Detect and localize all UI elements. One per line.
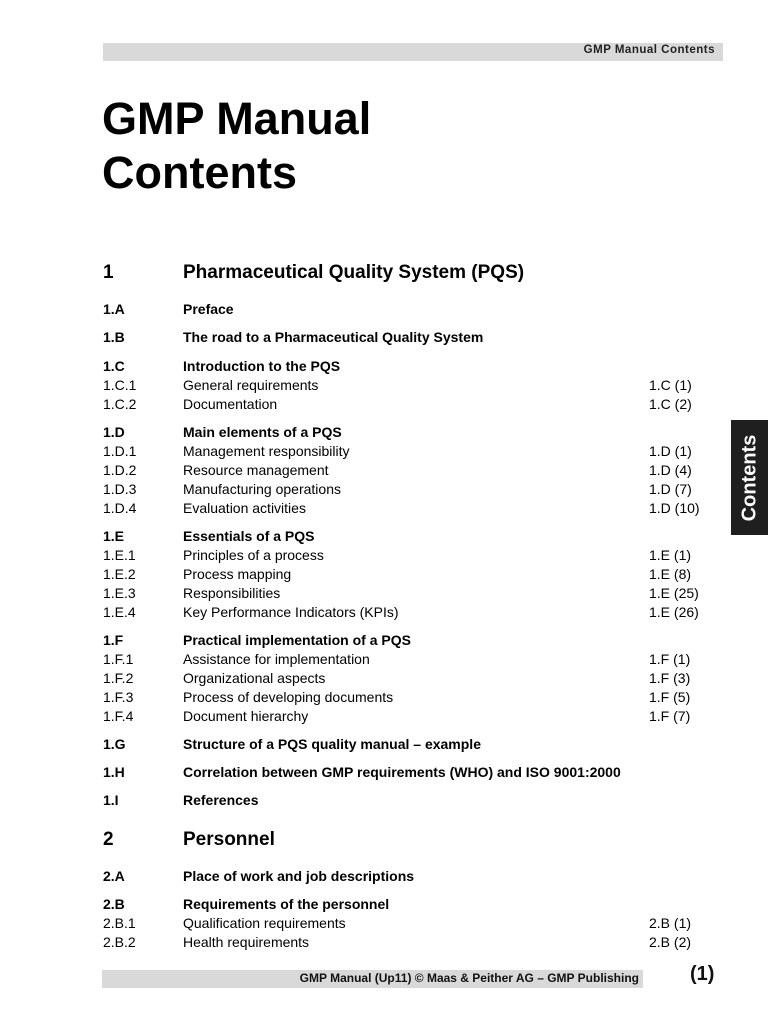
entry-page-ref: 1.F (5) (649, 689, 691, 705)
running-header-bar (103, 43, 723, 61)
toc-entry[interactable] (103, 584, 703, 603)
toc-entry[interactable] (103, 499, 703, 518)
entry-page-ref: 1.F (1) (649, 651, 691, 667)
entry-page-ref: 1.C (1) (649, 377, 692, 393)
entry-number: 1.D.2 (103, 462, 137, 478)
entry-title: Introduction to the PQS (183, 358, 341, 374)
toc-entry[interactable] (103, 442, 703, 461)
entry-number: 2.B.1 (103, 915, 136, 931)
entry-page-ref: 1.C (2) (649, 396, 692, 412)
entry-page-ref: 1.D (7) (649, 481, 692, 497)
toc-entry[interactable] (103, 914, 703, 933)
entry-title: Requirements of the personnel (183, 896, 390, 912)
entry-title: Documentation (183, 396, 278, 412)
entry-number: 1.D.4 (103, 500, 137, 516)
entry-page-ref: 1.E (1) (649, 547, 692, 563)
entry-title: Management responsibility (183, 443, 350, 459)
entry-number: 1.E.2 (103, 566, 136, 582)
entry-title: Main elements of a PQS (183, 424, 342, 440)
toc-entry[interactable] (103, 631, 703, 650)
entry-number: 1.F.3 (103, 689, 134, 705)
toc-entry[interactable] (103, 300, 703, 319)
toc-entry[interactable] (103, 735, 703, 754)
entry-page-ref: 1.E (26) (649, 604, 699, 620)
entry-number: 2.B.2 (103, 934, 136, 950)
page-title-line-2: Contents (102, 147, 297, 198)
entry-number: 1.D (103, 424, 125, 440)
entry-number: 1.C.1 (103, 377, 137, 393)
toc-entry[interactable] (103, 603, 703, 622)
footer-bar (102, 970, 643, 988)
contents-side-tab-label: Contents (738, 434, 760, 521)
entry-title: General requirements (183, 377, 319, 393)
entry-number: 1.E.4 (103, 604, 136, 620)
toc-entry[interactable] (103, 395, 703, 414)
entry-page-ref: 1.D (1) (649, 443, 692, 459)
entry-title: Practical implementation of a PQS (183, 632, 411, 648)
toc-entry[interactable] (103, 546, 703, 565)
entry-number: 1.C.2 (103, 396, 137, 412)
toc-entry[interactable] (103, 357, 703, 376)
chapter-title: Personnel (183, 829, 275, 850)
entry-title: Place of work and job descriptions (183, 868, 415, 884)
entry-number: 1.F.4 (103, 708, 134, 724)
toc-entry[interactable] (103, 527, 703, 546)
entry-number: 1.E.1 (103, 547, 136, 563)
entry-title: The road to a Pharmaceutical Quality System (183, 329, 484, 345)
entry-title: Document hierarchy (183, 708, 309, 724)
entry-title: Correlation between GMP requirements (WHO) and ISO 9001:2000 (183, 764, 621, 780)
entry-number: 2.B (103, 896, 125, 912)
entry-number: 1.G (103, 736, 126, 752)
toc-entry[interactable] (103, 328, 703, 347)
entry-title: Key Performance Indicators (KPIs) (183, 604, 399, 620)
entry-number: 1.D.1 (103, 443, 137, 459)
entry-number: 1.C (103, 358, 125, 374)
toc-entry[interactable] (103, 480, 703, 499)
running-header-label: GMP Manual Contents (583, 44, 715, 56)
entry-page-ref: 1.F (3) (649, 670, 691, 686)
entry-number: 1.F.1 (103, 651, 134, 667)
entry-title: Resource management (183, 462, 329, 478)
entry-title: Organizational aspects (183, 670, 326, 686)
toc-entry[interactable] (103, 933, 703, 952)
chapter-number: 1 (103, 262, 114, 283)
toc-entry[interactable] (103, 423, 703, 442)
entry-number: 1.F.2 (103, 670, 134, 686)
entry-page-ref: 2.B (2) (649, 934, 692, 950)
footer-copyright: GMP Manual (Up11) © Maas & Peither AG – GMP Publishing (299, 971, 639, 985)
toc-entry[interactable] (103, 669, 703, 688)
entry-number: 1.F (103, 632, 124, 648)
page-title (102, 92, 371, 200)
toc-entry[interactable] (103, 895, 703, 914)
entry-title: Structure of a PQS quality manual – example (183, 736, 481, 752)
entry-title: Assistance for implementation (183, 651, 370, 667)
entry-page-ref: 1.F (7) (649, 708, 691, 724)
entry-number: 1.B (103, 329, 125, 345)
entry-title: Essentials of a PQS (183, 528, 315, 544)
entry-title: Principles of a process (183, 547, 324, 563)
entry-page-ref: 1.D (10) (649, 500, 700, 516)
toc-entry[interactable] (103, 867, 703, 886)
entry-number: 1.D.3 (103, 481, 137, 497)
toc-entry[interactable] (103, 376, 703, 395)
entry-number: 1.H (103, 764, 125, 780)
entry-page-ref: 2.B (1) (649, 915, 692, 931)
entry-page-ref: 1.E (8) (649, 566, 692, 582)
entry-title: Manufacturing operations (183, 481, 341, 497)
entry-title: Qualification requirements (183, 915, 346, 931)
entry-title: Process of developing documents (183, 689, 394, 705)
entry-number: 1.E.3 (103, 585, 136, 601)
toc-entry[interactable] (103, 650, 703, 669)
entry-page-ref: 1.D (4) (649, 462, 692, 478)
entry-title: References (183, 792, 259, 808)
chapter-title: Pharmaceutical Quality System (PQS) (183, 262, 525, 283)
entry-number: 1.E (103, 528, 125, 544)
entry-title: Evaluation activities (183, 500, 306, 516)
entry-page-ref: 1.E (25) (649, 585, 699, 601)
entry-title: Responsibilities (183, 585, 281, 601)
entry-title: Process mapping (183, 566, 292, 582)
entry-number: 1.A (103, 301, 125, 317)
toc-entry[interactable] (103, 791, 703, 810)
toc-entry[interactable] (103, 461, 703, 480)
entry-title: Preface (183, 301, 234, 317)
toc-entry[interactable] (103, 763, 703, 782)
entry-number: 2.A (103, 868, 125, 884)
contents-side-tab[interactable] (731, 420, 768, 535)
toc-entry[interactable] (103, 565, 703, 584)
entry-title: Health requirements (183, 934, 310, 950)
toc-entry[interactable] (103, 707, 703, 726)
page-number: (1) (690, 963, 715, 985)
page-title-line-1: GMP Manual (102, 93, 372, 144)
toc-entry[interactable] (103, 688, 703, 707)
chapter-number: 2 (103, 829, 114, 850)
entry-number: 1.I (103, 792, 119, 808)
